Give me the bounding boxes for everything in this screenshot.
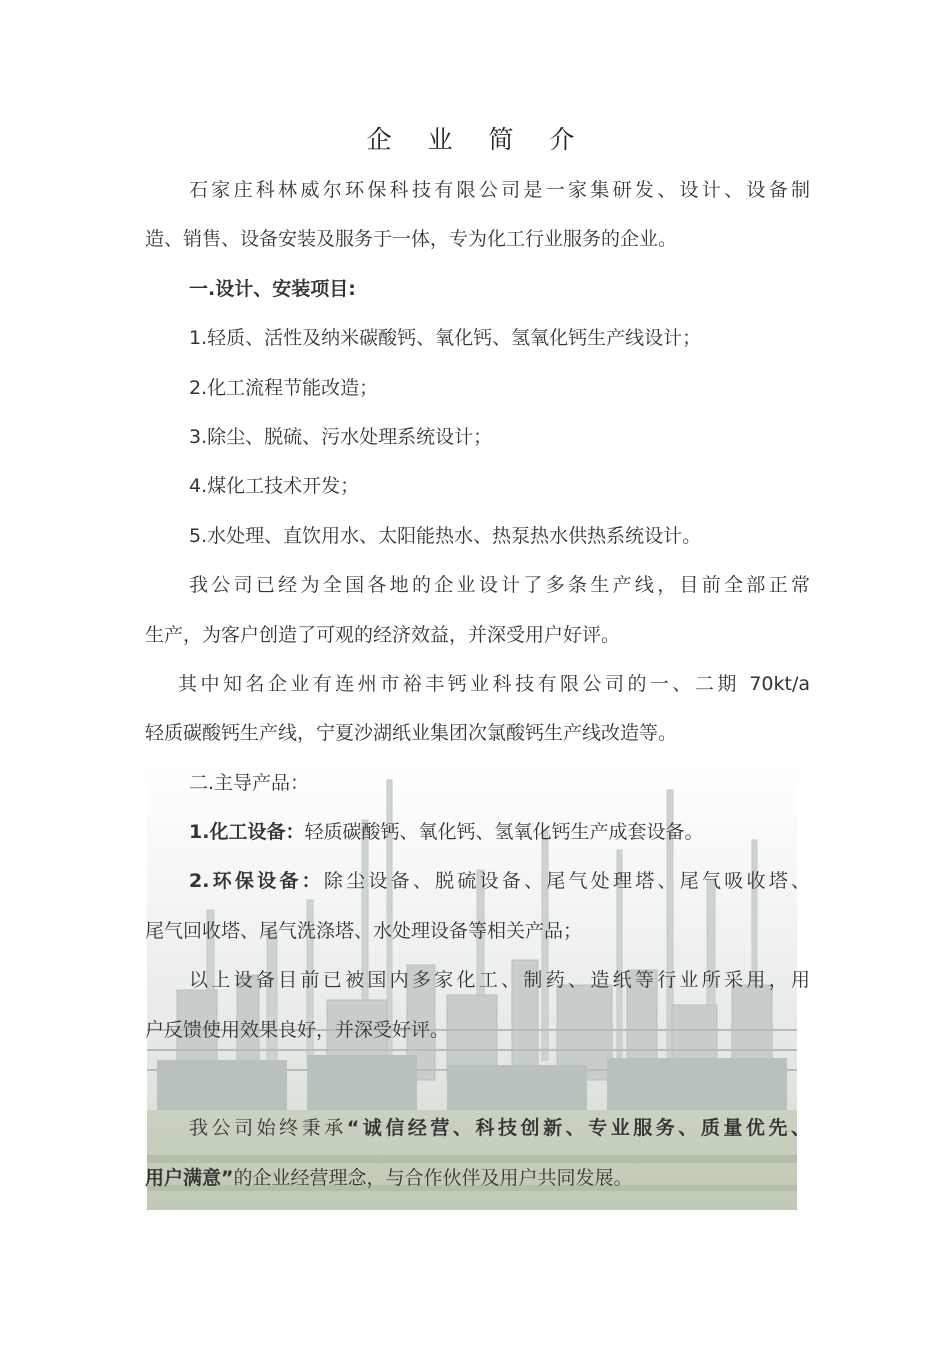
environmental-equipment-text: 除尘设备、脱硫设备、尾气处理塔、尾气吸收塔、: [323, 870, 810, 893]
philosophy-line-1: [145, 1104, 810, 1153]
adoption-line-1: 以上设备目前已被国内多家化工、制药、造纸等行业所采用，用: [189, 969, 810, 992]
environmental-equipment-line: [145, 857, 810, 906]
philosophy-values-end: 用户满意”: [145, 1166, 234, 1189]
section1-item-1: 1.轻质、活性及纳米碳酸钙、氧化钙、氢氧化钙生产线设计；: [189, 327, 702, 350]
intro-line-1: 石家庄科林威尔环保科技有限公司是一家集研发、设计、设备制: [189, 179, 810, 201]
document-content: [145, 118, 810, 1203]
section1-item-2: 2.化工流程节能改造；: [189, 376, 379, 399]
cases-line-2: 轻质碳酸钙生产线，宁夏沙湖纸业集团次氯酸钙生产线改造等。: [145, 722, 678, 745]
chemical-equipment-line: [145, 808, 810, 857]
section1-item-4: 4.煤化工技术开发；: [189, 475, 360, 498]
philosophy-suffix: 的企业经营理念，与合作伙伴及用户共同发展。: [233, 1166, 633, 1189]
environmental-equipment-label: 2.环保设备：: [189, 870, 324, 893]
intro-line-2: 造、销售、设备安装及服务于一体，专为化工行业服务的企业。: [145, 228, 678, 251]
section2-heading: 二.主导产品：: [189, 771, 310, 794]
environmental-equipment-line-2: 尾气回收塔、尾气洗涤塔、水处理设备等相关产品；: [145, 919, 583, 942]
page-title: 企 业 简 介: [366, 125, 589, 154]
philosophy-line-2: [145, 1154, 810, 1203]
adoption-line-2: 户反馈使用效果良好，并深受好评。: [145, 1018, 450, 1041]
section1-item-3: 3.除尘、脱硫、污水处理系统设计；: [189, 425, 493, 448]
philosophy-values: “诚信经营、科技创新、专业服务、质量优先、: [346, 1117, 810, 1140]
cases-line-1: 其中知名企业有连州市裕丰钙业科技有限公司的一、二期 70kt/a: [178, 672, 810, 695]
chemical-equipment-text: 轻质碳酸钙、氧化钙、氢氧化钙生产成套设备。: [304, 821, 704, 844]
experience-line-1: 我公司已经为全国各地的企业设计了多条生产线，目前全部正常: [189, 574, 810, 597]
chemical-equipment-label: 1.化工设备：: [189, 821, 305, 844]
section1-heading: 一.设计、安装项目:: [189, 277, 356, 300]
section1-item-5: 5.水处理、直饮用水、太阳能热水、热泵热水供热系统设计。: [189, 524, 702, 547]
philosophy-prefix: 我公司始终秉承: [189, 1117, 347, 1140]
experience-line-2: 生产，为客户创造了可观的经济效益，并深受用户好评。: [145, 623, 621, 646]
blank-line: [145, 1055, 810, 1104]
